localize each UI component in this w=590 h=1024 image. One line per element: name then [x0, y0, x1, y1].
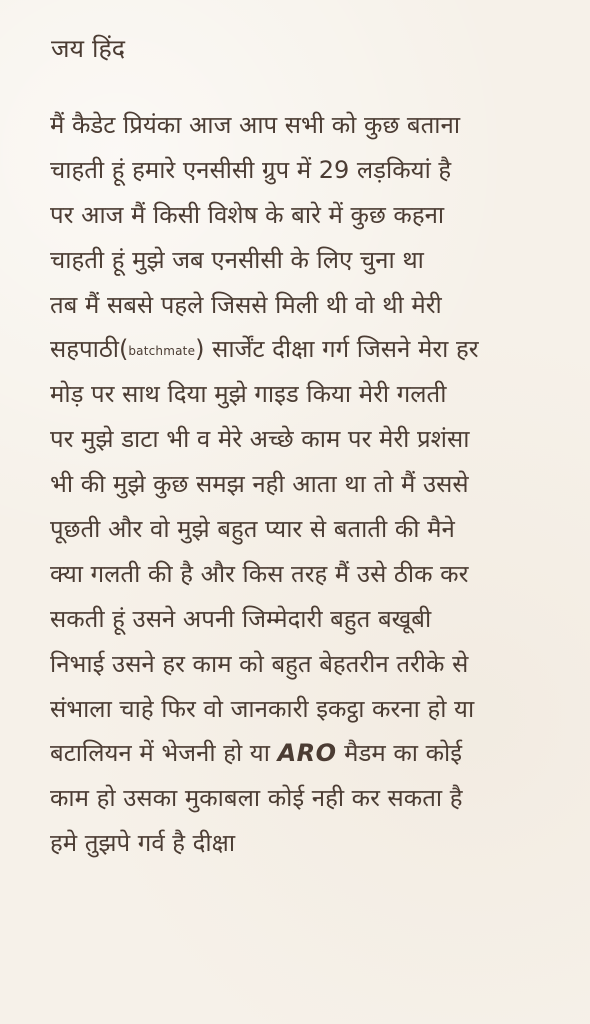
- body-line: पूछती और वो मुझे बहुत प्यार से बताती की मैने: [50, 515, 455, 544]
- line-suffix: ) सार्जेंट दीक्षा गर्ग जिसने मेरा हर: [195, 335, 479, 364]
- body-line: भी की मुझे कुछ समझ नही आता था तो मैं उससे: [50, 470, 469, 499]
- batchmate-note: batchmate: [128, 344, 196, 359]
- line-prefix: बटालियन में भेजनी हो या: [50, 739, 270, 768]
- aro-mark: ARO: [277, 739, 337, 768]
- line-suffix: मैडम का कोई: [336, 739, 463, 768]
- body-line-with-aro: [50, 731, 550, 776]
- body-line: मोड़ पर साथ दिया मुझे गाइड किया मेरी गलती: [50, 380, 447, 409]
- line-prefix: सहपाठी(: [50, 335, 129, 364]
- body-line: पर मुझे डाटा भी व मेरे अच्छे काम पर मेरी प्रशंसा: [50, 425, 470, 454]
- body-line: तब मैं सबसे पहले जिससे मिली थी वो थी मेरी: [50, 290, 442, 319]
- body-line-with-batchmate: [50, 327, 550, 372]
- body-line: क्या गलती की है और किस तरह मैं उसे ठीक कर: [50, 559, 469, 588]
- body-line: निभाई उसने हर काम को बहुत बेहतरीन तरीके से: [50, 649, 469, 678]
- body-line: हमे तुझपे गर्व है दीक्षा: [50, 829, 236, 858]
- body-line: संभाला चाहे फिर वो जानकारी इकट्ठा करना हो या: [50, 694, 475, 723]
- body-line: चाहती हूं मुझे जब एनसीसी के लिए चुना था: [50, 245, 424, 274]
- letter-body: [50, 103, 550, 866]
- body-line: सकती हूं उसने अपनी जिम्मेदारी बहुत बखूबी: [50, 604, 432, 633]
- body-line: पर आज मैं किसी विशेष के बारे में कुछ कहना: [50, 200, 445, 229]
- body-line: चाहती हूं हमारे एनसीसी ग्रुप में 29 लड़कियां है: [50, 155, 452, 184]
- body-line: मैं कैडेट प्रियंका आज आप सभी को कुछ बताना: [50, 111, 461, 139]
- greeting-text: जय हिंद: [51, 34, 126, 63]
- body-line: काम हो उसका मुकाबला कोई नही कर सकता है: [50, 784, 463, 813]
